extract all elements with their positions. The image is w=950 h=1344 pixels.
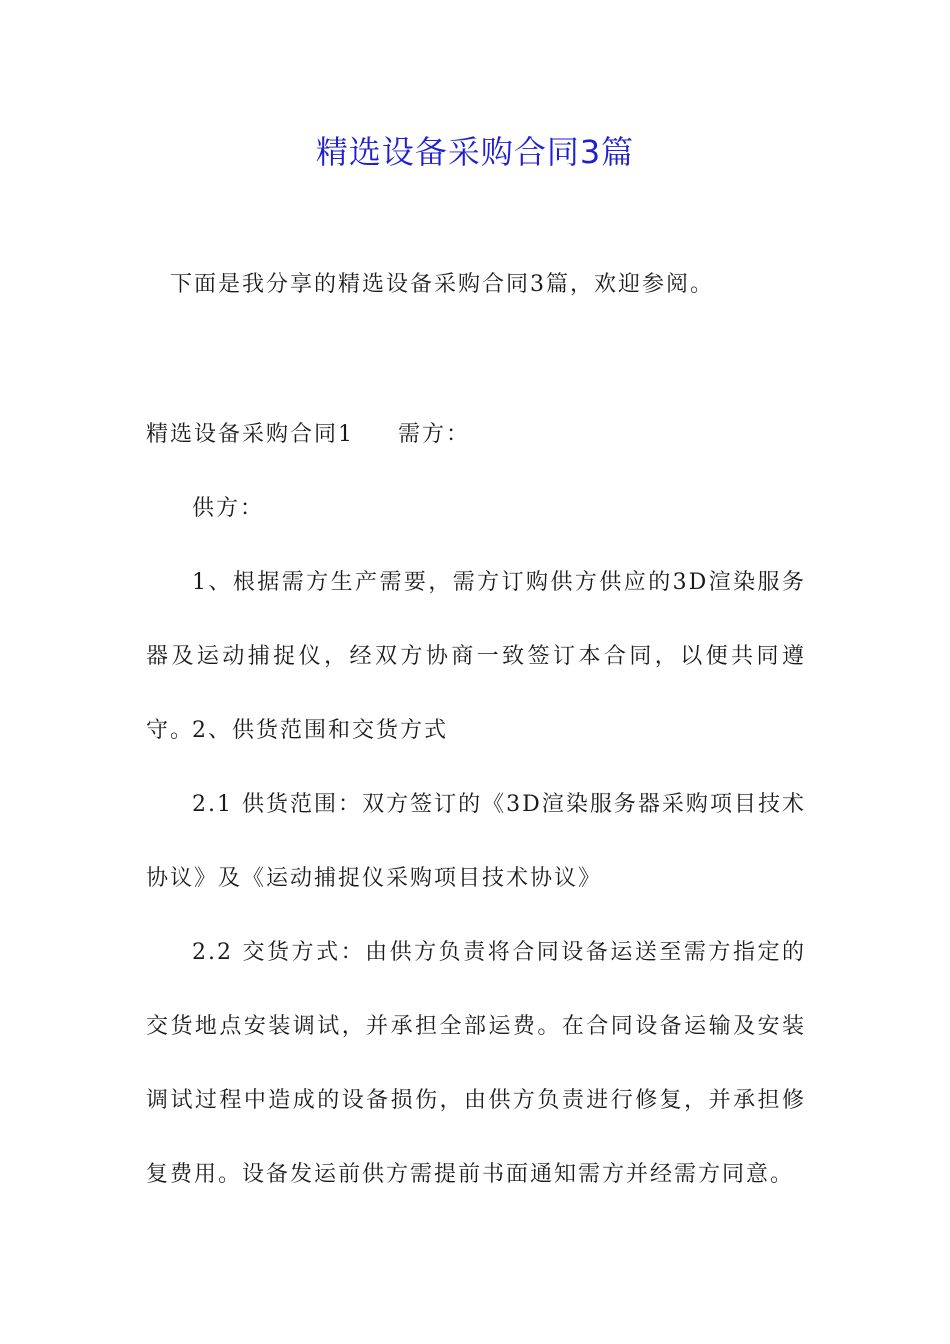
section-heading-row <box>146 398 806 472</box>
supplier-label: 供方： <box>192 496 265 521</box>
intro-paragraph: 下面是我分享的精选设备采购合同3篇，欢迎参阅。 <box>170 272 714 297</box>
paragraph-2-1: 2.1 供货范围：双方签订的《3D渲染服务器采购项目技术协议》及《运动捕捉仪采购项目技术协议》 <box>146 792 806 891</box>
paragraph-2-2: 2.2 交货方式：由供方负责将合同设备运送至需方指定的交货地点安装调试，并承担全部运费。在合同设备运输及安装调试过程中造成的设备损伤，由供方负责进行修复，并承担修复费用。设备发运前供方需提前书面通知需方并经需方同意。 <box>146 940 806 1187</box>
paragraph-1: 1、根据需方生产需要，需方订购供方供应的3D渲染服务器及运动捕捉仪，经双方协商一致签订本合同，以便共同遵守。 <box>146 570 806 743</box>
buyer-label: 需方： <box>398 422 471 447</box>
document-title: 精选设备采购合同3篇 <box>315 133 635 171</box>
section-heading: 精选设备采购合同1 <box>146 422 354 447</box>
paragraph-2: 2、供货范围和交货方式 <box>192 718 448 743</box>
